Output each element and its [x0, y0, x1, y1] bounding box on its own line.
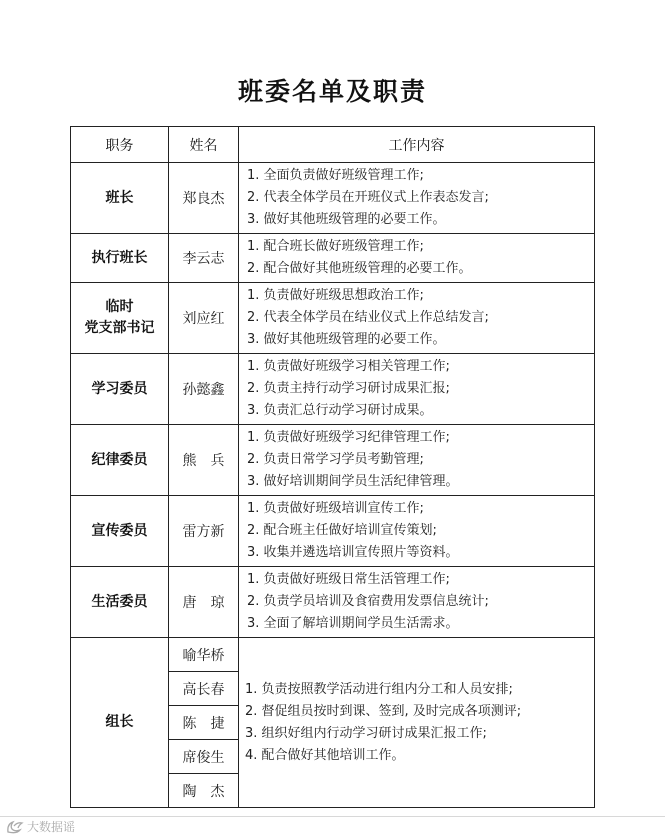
duties-cell	[239, 234, 595, 283]
group-duties-cell	[239, 638, 595, 808]
header-duties: 工作内容	[239, 127, 595, 163]
group-row	[71, 638, 595, 672]
role-cell: 纪律委员	[71, 425, 169, 496]
duties-cell	[239, 283, 595, 354]
duty-item: 3. 做好其他班级管理的必要工作。	[247, 212, 446, 227]
name-cell: 熊 兵	[169, 425, 239, 496]
duty-item: 1. 配合班长做好班级管理工作;	[247, 239, 424, 254]
table-row	[71, 567, 595, 638]
duty-item: 3. 做好其他班级管理的必要工作。	[247, 332, 446, 347]
name-cell: 雷方新	[169, 496, 239, 567]
duty-item: 2. 负责日常学习学员考勤管理;	[247, 452, 424, 467]
name-cell: 孙懿鑫	[169, 354, 239, 425]
duties-cell	[239, 496, 595, 567]
table-row	[71, 283, 595, 354]
duty-item: 3. 全面了解培训期间学员生活需求。	[247, 616, 459, 631]
name-cell: 刘应红	[169, 283, 239, 354]
group-name-cell: 席俊生	[169, 740, 239, 774]
duty-item: 1. 负责按照教学活动进行组内分工和人员安排;	[245, 681, 513, 697]
role-cell	[71, 283, 169, 354]
watermark	[6, 818, 75, 835]
duty-item: 1. 负责做好班级日常生活管理工作;	[247, 572, 450, 587]
table-row	[71, 425, 595, 496]
duty-item: 3. 收集并遴选培训宣传照片等资料。	[247, 545, 459, 560]
table-header-row	[71, 127, 595, 163]
duty-item: 1. 全面负责做好班级管理工作;	[247, 168, 424, 183]
role-line: 党支部书记	[84, 320, 155, 336]
name-cell: 郑良杰	[169, 163, 239, 234]
duty-item: 3. 组织好组内行动学习研讨成果汇报工作;	[245, 725, 487, 741]
group-name-cell: 喻华桥	[169, 638, 239, 672]
duty-item: 2. 负责主持行动学习研讨成果汇报;	[247, 381, 450, 396]
name-cell: 唐 琼	[169, 567, 239, 638]
duty-item: 1. 负责做好班级学习相关管理工作;	[247, 359, 450, 374]
name-cell: 李云志	[169, 234, 239, 283]
duty-item: 2. 督促组员按时到课、签到, 及时完成各项测评;	[245, 703, 522, 719]
duty-item: 1. 负责做好班级学习纪律管理工作;	[247, 430, 450, 445]
duty-item: 2. 代表全体学员在开班仪式上作表态发言;	[247, 190, 489, 205]
duty-item: 3. 负责汇总行动学习研讨成果。	[247, 403, 433, 418]
header-name: 姓名	[169, 127, 239, 163]
group-name-cell: 陈 捷	[169, 706, 239, 740]
role-line: 临时	[105, 299, 134, 315]
role-cell: 执行班长	[71, 234, 169, 283]
duties-cell	[239, 425, 595, 496]
watermark-logo-icon	[6, 820, 24, 834]
role-cell: 宣传委员	[71, 496, 169, 567]
duty-item: 1. 负责做好班级思想政治工作;	[247, 288, 424, 303]
duties-cell	[239, 163, 595, 234]
group-name-cell: 陶 杰	[169, 774, 239, 808]
duty-item: 4. 配合做好其他培训工作。	[245, 747, 405, 763]
table-row	[71, 354, 595, 425]
table-row	[71, 496, 595, 567]
page-title: 班委名单及职责	[237, 77, 427, 106]
role-cell: 生活委员	[71, 567, 169, 638]
duty-item: 1. 负责做好班级培训宣传工作;	[247, 501, 424, 516]
duty-item: 2. 负责学员培训及食宿费用发票信息统计;	[247, 594, 489, 609]
group-role-cell: 组长	[71, 638, 169, 808]
footer-bar	[0, 816, 665, 839]
role-cell: 学习委员	[71, 354, 169, 425]
watermark-text: 大数据谣	[27, 820, 76, 834]
duty-item: 2. 代表全体学员在结业仪式上作总结发言;	[247, 310, 489, 325]
table-row	[71, 163, 595, 234]
committee-table	[70, 126, 595, 808]
table-row	[71, 234, 595, 283]
group-name-cell: 高长春	[169, 672, 239, 706]
duty-item: 2. 配合班主任做好培训宣传策划;	[247, 523, 437, 538]
duty-item: 3. 做好培训期间学员生活纪律管理。	[247, 474, 459, 489]
role-cell: 班长	[71, 163, 169, 234]
duties-cell	[239, 567, 595, 638]
header-role: 职务	[71, 127, 169, 163]
duty-item: 2. 配合做好其他班级管理的必要工作。	[247, 261, 472, 276]
duties-cell	[239, 354, 595, 425]
